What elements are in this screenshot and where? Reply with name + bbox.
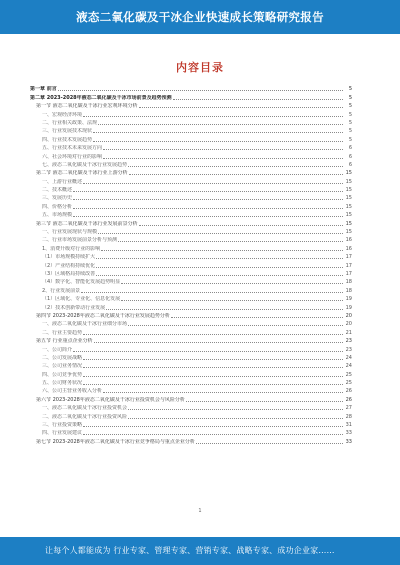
dot-leader — [121, 283, 343, 284]
toc-entry-page: 15 — [345, 220, 352, 227]
toc-entry-page: 26 — [345, 388, 352, 395]
dot-leader — [94, 342, 343, 343]
toc-entry[interactable] — [30, 378, 352, 386]
toc-entry[interactable] — [30, 294, 352, 302]
toc-entry-text: 第四节 2023-2028年液态二氧化碳及干冰行业发展趋势分析 — [36, 312, 170, 319]
toc-entry[interactable] — [30, 168, 352, 176]
toc-entry-page: 24 — [345, 363, 352, 370]
dot-leader — [129, 174, 343, 175]
toc-entry-text: 六、公司主营业务收入分析 — [42, 388, 103, 395]
dot-leader — [73, 208, 343, 209]
toc-entry-page: 5 — [348, 103, 352, 110]
footer-bar — [0, 537, 400, 565]
toc-entry[interactable] — [30, 436, 352, 444]
toc-entry[interactable] — [30, 185, 352, 193]
toc-entry-text: 二、液态二氧化碳及干冰行业投资风险 — [42, 413, 128, 420]
toc-entry[interactable] — [30, 101, 352, 109]
toc-entry-page: 18 — [345, 287, 352, 294]
toc-entry-text: 第三节 液态二氧化碳及干冰行业发展前景分析 — [36, 220, 138, 227]
toc-entry-text: 四、行业技术发展趋势 — [42, 136, 93, 143]
toc-entry[interactable] — [30, 353, 352, 361]
toc-entry-text: 一、液态二氧化碳及干冰行业投资机会 — [42, 405, 128, 412]
toc-entry[interactable] — [30, 151, 352, 159]
dot-leader — [58, 90, 343, 91]
table-of-contents — [30, 84, 352, 445]
toc-entry-page: 18 — [345, 279, 352, 286]
dot-leader — [83, 334, 343, 335]
toc-entry-page: 33 — [345, 438, 352, 445]
toc-entry-page: 21 — [345, 329, 352, 336]
toc-entry-text: （4）数字化、智能化发展趋势明显 — [42, 279, 121, 286]
dot-leader — [83, 367, 343, 368]
toc-entry[interactable] — [30, 285, 352, 293]
toc-entry[interactable] — [30, 428, 352, 436]
toc-entry-page: 15 — [345, 170, 352, 177]
toc-entry-page: 27 — [345, 405, 352, 412]
toc-entry-page: 17 — [345, 262, 352, 269]
toc-entry-page: 26 — [345, 396, 352, 403]
dot-leader — [128, 418, 343, 419]
toc-entry-page: 20 — [345, 321, 352, 328]
toc-entry[interactable] — [30, 394, 352, 402]
toc-entry-text: 三、行业发展技术现状 — [42, 128, 93, 135]
toc-entry-page: 25 — [345, 371, 352, 378]
toc-entry-text: 一、宏观经济环境 — [42, 111, 83, 118]
toc-entry-page: 15 — [345, 178, 352, 185]
dot-leader — [83, 376, 343, 377]
toc-entry[interactable] — [30, 386, 352, 394]
dot-leader — [101, 250, 343, 251]
toc-entry[interactable] — [30, 269, 352, 277]
toc-entry-text: （1）区域化、专业化、信息化发展 — [42, 296, 121, 303]
toc-entry-text: 二、行业相关政策、法规 — [42, 119, 98, 126]
footer-slogan: 让每个人都能成为 行业专家、管理专家、营销专家、战略专家、成功企业家…… — [45, 546, 335, 555]
toc-entry-page: 5 — [348, 136, 352, 143]
toc-entry-page: 5 — [348, 86, 352, 93]
dot-leader — [103, 158, 343, 159]
toc-entry[interactable] — [30, 420, 352, 428]
toc-entry-text: 五、市场规模 — [42, 212, 73, 219]
dot-leader — [98, 233, 343, 234]
toc-entry[interactable] — [30, 411, 352, 419]
toc-entry[interactable] — [30, 277, 352, 285]
dot-leader — [128, 166, 343, 167]
dot-leader — [121, 300, 343, 301]
toc-entry-page: 5 — [348, 128, 352, 135]
toc-entry-page: 25 — [345, 380, 352, 387]
toc-entry[interactable] — [30, 193, 352, 201]
dot-leader — [93, 132, 343, 133]
report-title: 液态二氧化碳及干冰企业快速成长策略研究报告 — [76, 10, 324, 24]
toc-entry-text: 一、行业发展现状与规模 — [42, 229, 98, 236]
toc-entry[interactable] — [30, 143, 352, 151]
toc-entry-text: （3）区域格局持续改善 — [42, 270, 96, 277]
toc-entry[interactable] — [30, 160, 352, 168]
toc-entry[interactable] — [30, 319, 352, 327]
toc-entry-page: 16 — [345, 245, 352, 252]
dot-leader — [139, 107, 343, 108]
header-bar — [0, 0, 400, 34]
dot-leader — [96, 258, 343, 259]
toc-entry-page: 20 — [345, 312, 352, 319]
dot-leader — [81, 292, 343, 293]
toc-entry-text: 第一节 液态二氧化碳及干冰行业宏观环境分析 — [36, 103, 138, 110]
dot-leader — [98, 124, 343, 125]
toc-entry-text: 2、行业发展前景 — [42, 287, 81, 294]
toc-entry-page: 28 — [345, 413, 352, 420]
toc-entry[interactable] — [30, 302, 352, 310]
toc-entry[interactable] — [30, 361, 352, 369]
toc-entry[interactable] — [30, 311, 352, 319]
toc-entry-text: 第六节 2023-2028年液态二氧化碳及干冰行业投资机会与风险分析 — [36, 396, 185, 403]
dot-leader — [83, 359, 343, 360]
toc-entry[interactable] — [30, 243, 352, 251]
toc-entry[interactable] — [30, 369, 352, 377]
dot-leader — [93, 141, 343, 142]
toc-entry[interactable] — [30, 210, 352, 218]
toc-entry-page: 23 — [345, 346, 352, 353]
toc-entry-text: 第二章 2023-2028年液态二氧化碳及干冰市场前景及趋势预测 — [30, 94, 172, 101]
dot-leader — [128, 325, 343, 326]
toc-entry[interactable] — [30, 403, 352, 411]
toc-entry-text: 二、公司发展战略 — [42, 354, 83, 361]
toc-entry-text: 三、公司业务情况 — [42, 363, 83, 370]
toc-entry-text: 七、液态二氧化碳及干冰行业发展趋势 — [42, 161, 128, 168]
toc-entry-page: 15 — [345, 195, 352, 202]
toc-entry-page: 23 — [345, 338, 352, 345]
toc-entry-text: 六、社会环境对行业的影响 — [42, 153, 103, 160]
toc-entry-page: 31 — [345, 422, 352, 429]
toc-entry-text: 二、行业主要趋势 — [42, 329, 83, 336]
dot-leader — [106, 309, 343, 310]
toc-entry[interactable] — [30, 84, 352, 92]
dot-leader — [103, 392, 343, 393]
page-number: 1 — [198, 508, 202, 514]
toc-entry[interactable] — [30, 118, 352, 126]
dot-leader — [83, 384, 343, 385]
dot-leader — [83, 426, 343, 427]
toc-entry[interactable] — [30, 134, 352, 142]
toc-entry-text: 二、技术概述 — [42, 187, 73, 194]
toc-entry-text: （1）市场规模持续扩大 — [42, 254, 96, 261]
toc-entry-text: 五、行业技术未来发展方向 — [42, 145, 103, 152]
toc-entry[interactable] — [30, 327, 352, 335]
toc-entry[interactable] — [30, 344, 352, 352]
toc-entry[interactable] — [30, 260, 352, 268]
toc-entry-page: 15 — [345, 187, 352, 194]
dot-leader — [73, 216, 343, 217]
toc-entry-page: 6 — [348, 153, 352, 160]
toc-entry-page: 15 — [345, 203, 352, 210]
toc-entry[interactable] — [30, 92, 352, 100]
toc-entry[interactable] — [30, 176, 352, 184]
dot-leader — [83, 116, 343, 117]
toc-entry[interactable] — [30, 235, 352, 243]
dot-leader — [118, 241, 343, 242]
toc-entry[interactable] — [30, 336, 352, 344]
toc-entry-text: 一、液态二氧化碳及干冰行业细分市场 — [42, 321, 128, 328]
toc-entry-page: 19 — [345, 296, 352, 303]
dot-leader — [103, 149, 343, 150]
toc-entry-page: 15 — [345, 212, 352, 219]
toc-entry-text: 一、上游行业概述 — [42, 178, 83, 185]
dot-leader — [173, 99, 343, 100]
dot-leader — [73, 351, 343, 352]
toc-entry-text: 第一章 前言 — [30, 86, 57, 93]
toc-entry-text: 二、行业市场发展前景分析与预测 — [42, 237, 118, 244]
toc-entry-text: 三、发展历史 — [42, 195, 73, 202]
dot-leader — [83, 434, 343, 435]
dot-leader — [128, 409, 343, 410]
toc-entry-text: 第七节 2023-2028年液态二氧化碳及干冰行业竞争格局与重点企业分析 — [36, 438, 195, 445]
dot-leader — [139, 225, 343, 226]
toc-entry-page: 19 — [345, 304, 352, 311]
toc-entry-page: 5 — [348, 119, 352, 126]
toc-heading: 内容目录 — [176, 61, 224, 74]
toc-entry[interactable] — [30, 252, 352, 260]
toc-entry-text: 一、公司简介 — [42, 346, 73, 353]
toc-entry-text: 第五节 行业重点企业分析 — [36, 338, 93, 345]
dot-leader — [83, 183, 343, 184]
toc-entry-text: 四、行业发展建议 — [42, 430, 83, 437]
toc-entry-page: 5 — [348, 111, 352, 118]
toc-entry-page: 6 — [348, 145, 352, 152]
dot-leader — [96, 267, 343, 268]
toc-entry-text: 四、公司竞争优势 — [42, 371, 83, 378]
toc-entry-page: 17 — [345, 270, 352, 277]
toc-entry-text: （2）技术创新带动行业发展 — [42, 304, 106, 311]
toc-entry-page: 6 — [348, 161, 352, 168]
toc-entry-page: 5 — [348, 94, 352, 101]
toc-entry[interactable] — [30, 227, 352, 235]
dot-leader — [73, 199, 343, 200]
toc-entry[interactable] — [30, 109, 352, 117]
dot-leader — [96, 275, 343, 276]
dot-leader — [196, 443, 343, 444]
dot-leader — [73, 191, 343, 192]
toc-entry-text: 四、价格分析 — [42, 203, 73, 210]
dot-leader — [186, 401, 343, 402]
toc-entry-page: 17 — [345, 254, 352, 261]
toc-entry-text: （2）产业结构持续优化 — [42, 262, 96, 269]
toc-entry[interactable] — [30, 218, 352, 226]
toc-entry-page: 24 — [345, 354, 352, 361]
toc-entry-text: 三、行业投资策略 — [42, 422, 83, 429]
toc-entry-page: 15 — [345, 229, 352, 236]
toc-entry-text: 1、消费升级对行业的影响 — [42, 245, 101, 252]
dot-leader — [171, 317, 343, 318]
toc-entry-page: 16 — [345, 237, 352, 244]
toc-entry[interactable] — [30, 201, 352, 209]
toc-entry-page: 33 — [345, 430, 352, 437]
toc-entry-text: 第二节 液态二氧化碳及干冰行业上游分析 — [36, 170, 128, 177]
toc-entry[interactable] — [30, 126, 352, 134]
toc-entry-text: 五、公司财务状况 — [42, 380, 83, 387]
